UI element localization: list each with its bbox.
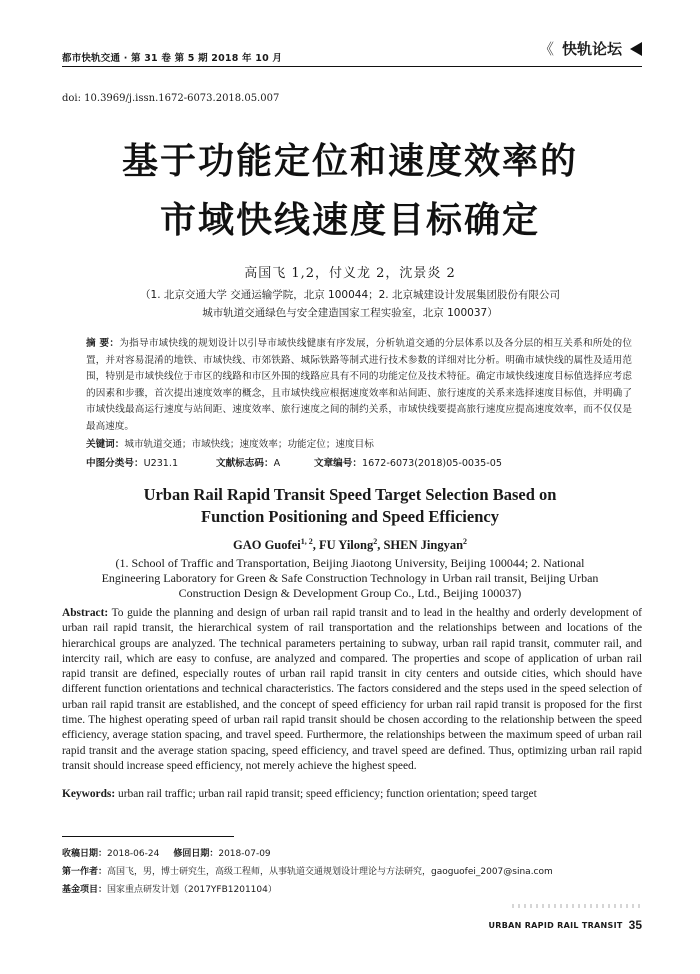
- fund-label: 基金项目：: [62, 885, 108, 895]
- first-author-info: 高国飞，男，博士研究生，高级工程师，从事轨道交通规划设计理论与方法研究，gaoguofei_2007@sina.com: [107, 867, 553, 877]
- doi: doi: 10.3969/j.issn.1672-6073.2018.05.007: [62, 93, 280, 104]
- fund-info: 国家重点研发计划（2017YFB1201104）: [107, 885, 277, 895]
- en-title-line1: Urban Rail Rapid Transit Speed Target Selection Based on: [143, 485, 557, 504]
- doccode-label: 文献标志码：: [216, 458, 274, 469]
- en-abstract: [62, 606, 642, 774]
- en-authors: GAO Guofei$^{1, 2}$, FU Yilong$^2$, SHEN Jingyan$^2$: [232, 537, 468, 553]
- clc-label: 中图分类号：: [86, 458, 144, 469]
- cn-affiliation-line1: （1. 北京交通大学 交通运输学院，北京 100044；2. 北京城建设计发展集团股份有限公司: [140, 289, 560, 301]
- clc-value: U231.1: [143, 458, 179, 469]
- column-title: 快轨论坛: [561, 40, 622, 58]
- en-author-3: SHEN Jingyan: [383, 538, 464, 553]
- footer-decoration: [512, 904, 642, 908]
- running-footer-title: URBAN RAPID RAIL TRANSIT: [488, 920, 623, 930]
- cn-keywords-text: 城市轨道交通；市域快线；速度效率；功能定位；速度目标: [124, 439, 374, 450]
- en-author-1-affil: 1, 2: [300, 537, 313, 546]
- journal-header: 都市快轨交通 · 第 31 卷 第 5 期 2018 年 10 月: [62, 53, 283, 64]
- chevron-left-icon: 《: [538, 40, 554, 58]
- footnote-dates: [62, 846, 642, 859]
- doccode-value: A: [273, 458, 281, 469]
- cn-authors: 高国飞 1,2，付义龙 2，沈景炎 2: [244, 266, 456, 281]
- article-no-label: 文章编号：: [314, 458, 362, 469]
- cn-title-line2: 市域快线速度目标确定: [159, 200, 540, 241]
- cn-classification: [86, 455, 632, 469]
- en-keywords: [62, 788, 642, 800]
- en-author-2: FU Yilong: [318, 538, 374, 553]
- column-label: [539, 38, 642, 59]
- cn-title-line1: 基于功能定位和速度效率的: [121, 141, 578, 182]
- revised-date: 2018-07-09: [218, 849, 271, 859]
- page-number: 35: [628, 918, 642, 932]
- header-rule: [62, 66, 642, 67]
- en-title-line2: Function Positioning and Speed Efficiency: [201, 507, 499, 526]
- en-author-1: GAO Guofei: [232, 538, 301, 553]
- en-abstract-label: Abstract:: [62, 607, 109, 619]
- en-affiliation: (1. School of Traffic and Transportation, Beijing Jiaotong University, Beijing 100044; 2. National Engineering Laboratory for Green & Safe Construction Technology in Urban rail transit, Beijing Urban Construction Design & Development Group Co., Ltd., Beijing 100037): [101, 556, 599, 600]
- received-label: 收稿日期：: [62, 849, 108, 859]
- en-keywords-label: Keywords:: [62, 788, 116, 800]
- en-author-2-affil: 2: [373, 537, 378, 546]
- en-keywords-text: urban rail traffic; urban rail rapid transit; speed efficiency; function orientation; speed target: [118, 788, 537, 800]
- cn-abstract-text: 为指导市域快线的规划设计以引导市域快线健康有序发展，分析轨道交通的分层体系以及各分层的相互关系和所处的位置，并对容易混淆的地铁、市域快线、市郊铁路、城际铁路等制式进行技术参数的详细对比分析。明确市域快线的属性及适用范围，特别是市域快线位于市区的线路和市区外围的线路应具有不同的功能定位及技术特征。确定市域快线速度目标值选择应考虑的因素和步骤，首次提出速度效率的概念，且市域快线应根据速度效率和站间距、旅行速度的关系来选择速度目标值，并明确了市域快线最高运行速度与站间距、速度效率、旅行速度之间的制约关系，市域快线要提高旅行速度应提高速度效率，而不仅仅是最高速度。: [86, 338, 633, 432]
- footnote-fund: [62, 882, 642, 895]
- cn-abstract-label: 摘 要：: [86, 338, 120, 349]
- cn-affiliation-line2: 城市轨道交通绿色与安全建造国家工程实验室，北京 100037）: [202, 307, 498, 319]
- first-author-label: 第一作者：: [62, 867, 108, 877]
- cn-keywords-label: 关键词：: [86, 439, 125, 450]
- received-date: 2018-06-24: [107, 849, 160, 859]
- en-abstract-text: To guide the planning and design of urban rail rapid transit and to lead in the healthy and orderly development of urban rail rapid transit, the hierarchical system of rail transportation and the relationships between and locations of the hierarchical groups are analyzed. The technical parameters pertaining to subway, urban rail rapid transit, commuter rail, and intercity rail, which are easy to confuse, are analyzed and compared. The properties and scope of application of urban rail rapid transit are defined, especially routes of urban rail rapid transit in city centers and outside cities, which should have different function orientations and technical characteristics. The factors considered and the steps used in the speed selection of urban rail rapid transit are established, and the concept of speed efficiency for urban rail rapid transit is proposed for the first time. The highest operating speed of urban rail rapid transit should be chosen according to the relationship between the speed efficiency, average station spacing, and travel speed. Furthermore, the relationships between the maximum speed of urban rail rapid transit and the average station spacing, speed efficiency, and travel speed are defined. Thus, optimizing urban rail rapid transit should increase speed efficiency, not merely achieve the highest speed.: [62, 607, 642, 772]
- revised-label: 修回日期：: [173, 849, 219, 859]
- footnote-rule: [62, 836, 234, 837]
- cn-abstract: [86, 336, 632, 436]
- cn-keywords: [86, 436, 632, 450]
- en-author-3-affil: 2: [463, 537, 468, 546]
- running-footer: [488, 918, 642, 932]
- footnote-author: [62, 864, 642, 877]
- article-no-value: 1672-6073(2018)05-0035-05: [361, 458, 502, 469]
- triangle-left-icon: [630, 42, 642, 56]
